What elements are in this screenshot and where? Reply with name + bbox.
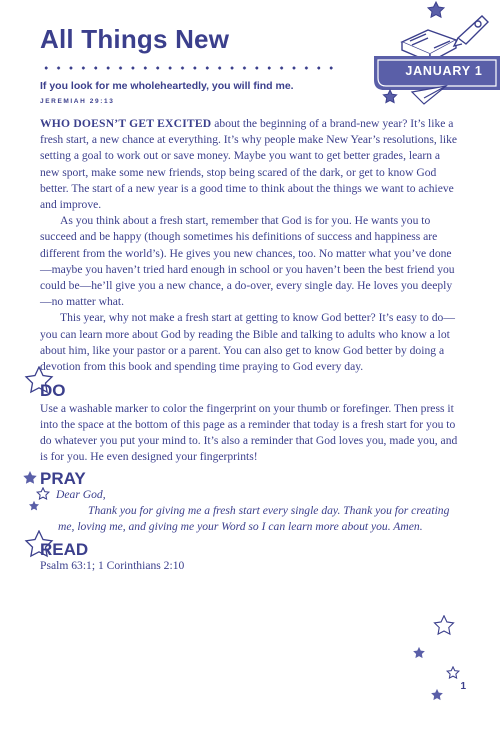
do-text: Use a washable marker to color the fingerprint on your thumb or forefinger. Then press it into the space at the bottom of this page as a reminder that today is a fresh start for you to do whatever you put your mind to. It’s also a reminder that God loves you, made you, and is for you. He even designed your fingerprints! [40, 402, 458, 463]
key-verse: If you look for me wholeheartedly, you will find me. [40, 80, 294, 92]
page-number: 1 [460, 681, 466, 692]
star-outline-icon [36, 487, 50, 501]
date-banner [372, 0, 500, 110]
read-heading: READ [40, 540, 89, 559]
star-outline-icon [433, 615, 455, 637]
prayer-text: Thank you for giving me a fresh start every single day. Thank you for creating me, loving me, and giving me your Word so I can learn more about you. Amen. [58, 504, 450, 533]
page-title: All Things New [40, 24, 230, 54]
devotion-body [40, 116, 460, 375]
lead-in: WHO DOESN’T GET EXCITED [40, 117, 212, 130]
star-icon [412, 646, 426, 660]
pray-heading: PRAY [40, 469, 86, 488]
paragraph-1: WHO DOESN’T GET EXCITED about the beginning of a brand-new year? It’s like a fresh start, a new chance at everything. It’s why people make New Year’s resolutions, like setting a goal to work out or save money. Maybe you want to get better grades, learn a new sport, make some new friends, stop being scared of the dark, or get to know God better. The start of a new year is a good time to think about the things we want to achieve and improve. [40, 117, 458, 212]
star-icon [22, 470, 38, 486]
paragraph-2: As you think about a fresh start, remember that God is for you. He wants you to succeed and be happy (though sometimes his definitions of success and happiness are different from the world’s). He gives you new chances, too. No matter what you’ve done—maybe you haven’t tried hard enough in school or you haven’t been the best friend you could be—he’ll give you a new chance, a do-over, every single day. He loves you deeply—no matter what. [40, 214, 455, 309]
do-heading: DO [40, 381, 66, 400]
date-tab-label: JANUARY 1 [405, 64, 483, 78]
star-icon [430, 688, 444, 702]
prayer-salutation: Dear God, [56, 488, 106, 501]
rocket-icon [454, 16, 488, 46]
verse-reference: JEREMIAH 29:13 [40, 98, 115, 105]
paragraph-3: This year, why not make a fresh start at getting to know God better? It’s easy to do—you can learn more about God by reading the Bible and talking to adults who know a lot about him, like your pastor or a parent. You can also get to know God better by doing a devotion from this book and spending time praying to God every day. [40, 311, 455, 374]
read-text: Psalm 63:1; 1 Corinthians 2:10 [40, 559, 185, 572]
star-outline-icon [446, 666, 460, 680]
dotted-divider [40, 66, 340, 70]
